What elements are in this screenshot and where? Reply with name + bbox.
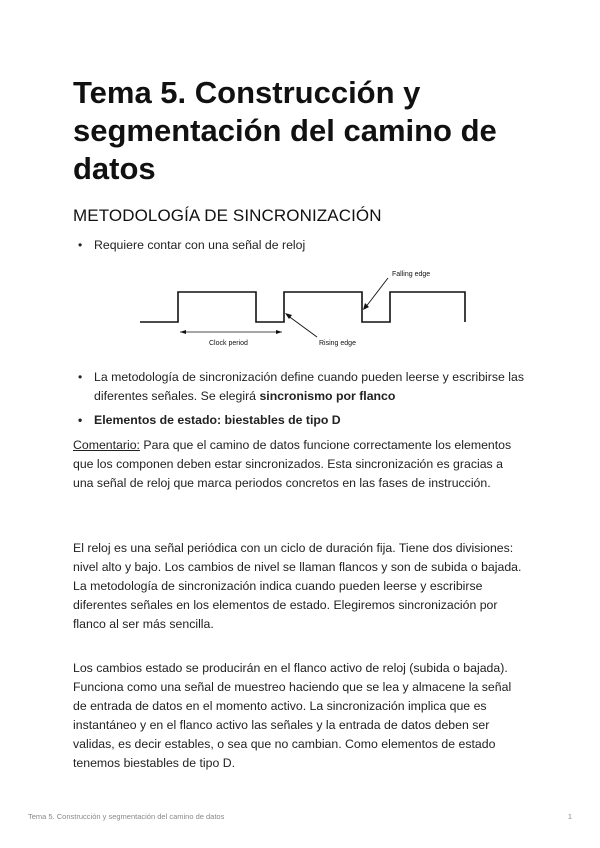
page-title: Tema 5. Construcción y segmentación del camino de datos <box>73 75 497 186</box>
comment-text: Para que el camino de datos funcione correctamente los elementos que los componen deben estar sincronizados. Esta sincronización es gracias a una señal de reloj que marca periodos concretos en las fases de instrucción. <box>73 438 512 490</box>
paragraph-clock: El reloj es una señal periódica con un ciclo de duración fija. Tiene dos divisiones: nivel alto y bajo. Los cambios de nivel se llaman flancos y son de subida o bajada. La metodología de sincronización indica cuando pueden leerse y escribirse diferentes señales en los elementos de estado. Elegiremos sincronización por flanco al ser más sencilla. <box>73 541 522 631</box>
paragraph-state-changes: Los cambios estado se producirán en el flanco activo de reloj (subida o bajada). Funciona como una señal de muestreo haciendo que se lea y almacene la señal de entrada de datos en el momento activo. La sincronización implica que es instantáneo y en el flanco activo las señales y la entrada de datos deben ser validas, es decir estables, o sea que no cambian. Como elementos de estado tenemos biestables de tipo D. <box>73 661 512 770</box>
clock-signal-diagram <box>136 265 476 355</box>
comment-paragraph <box>73 436 523 493</box>
bullet-item-state-elements: • Elementos de estado: biestables de tipo D <box>94 411 534 430</box>
clock-period-label: Clock period <box>209 340 248 347</box>
comment-label: Comentario: <box>73 438 140 452</box>
page-number: 1 <box>567 812 572 821</box>
bullet-bold-text: sincronismo por flanco <box>259 388 396 403</box>
bullet-item-clock: • Requiere contar con una señal de reloj <box>94 236 534 255</box>
bullet-item-methodology <box>94 368 534 405</box>
clock-period-arrow-left <box>180 330 186 334</box>
falling-edge-label: Falling edge <box>392 271 431 278</box>
clock-waveform <box>140 292 465 322</box>
rising-edge-arrow <box>287 315 317 337</box>
bullet-text: La metodología de sincronización define cuando pueden leerse y escribirse las diferentes señales. Se elegirá <box>94 370 524 403</box>
section-heading: METODOLOGÍA DE SINCRONIZACIÓN <box>73 206 382 225</box>
footer-title: Tema 5. Construcción y segmentación del camino de datos <box>28 812 225 821</box>
clock-period-arrow-right <box>276 330 282 334</box>
falling-edge-arrow <box>365 278 388 308</box>
rising-edge-label: Rising edge <box>319 340 356 347</box>
